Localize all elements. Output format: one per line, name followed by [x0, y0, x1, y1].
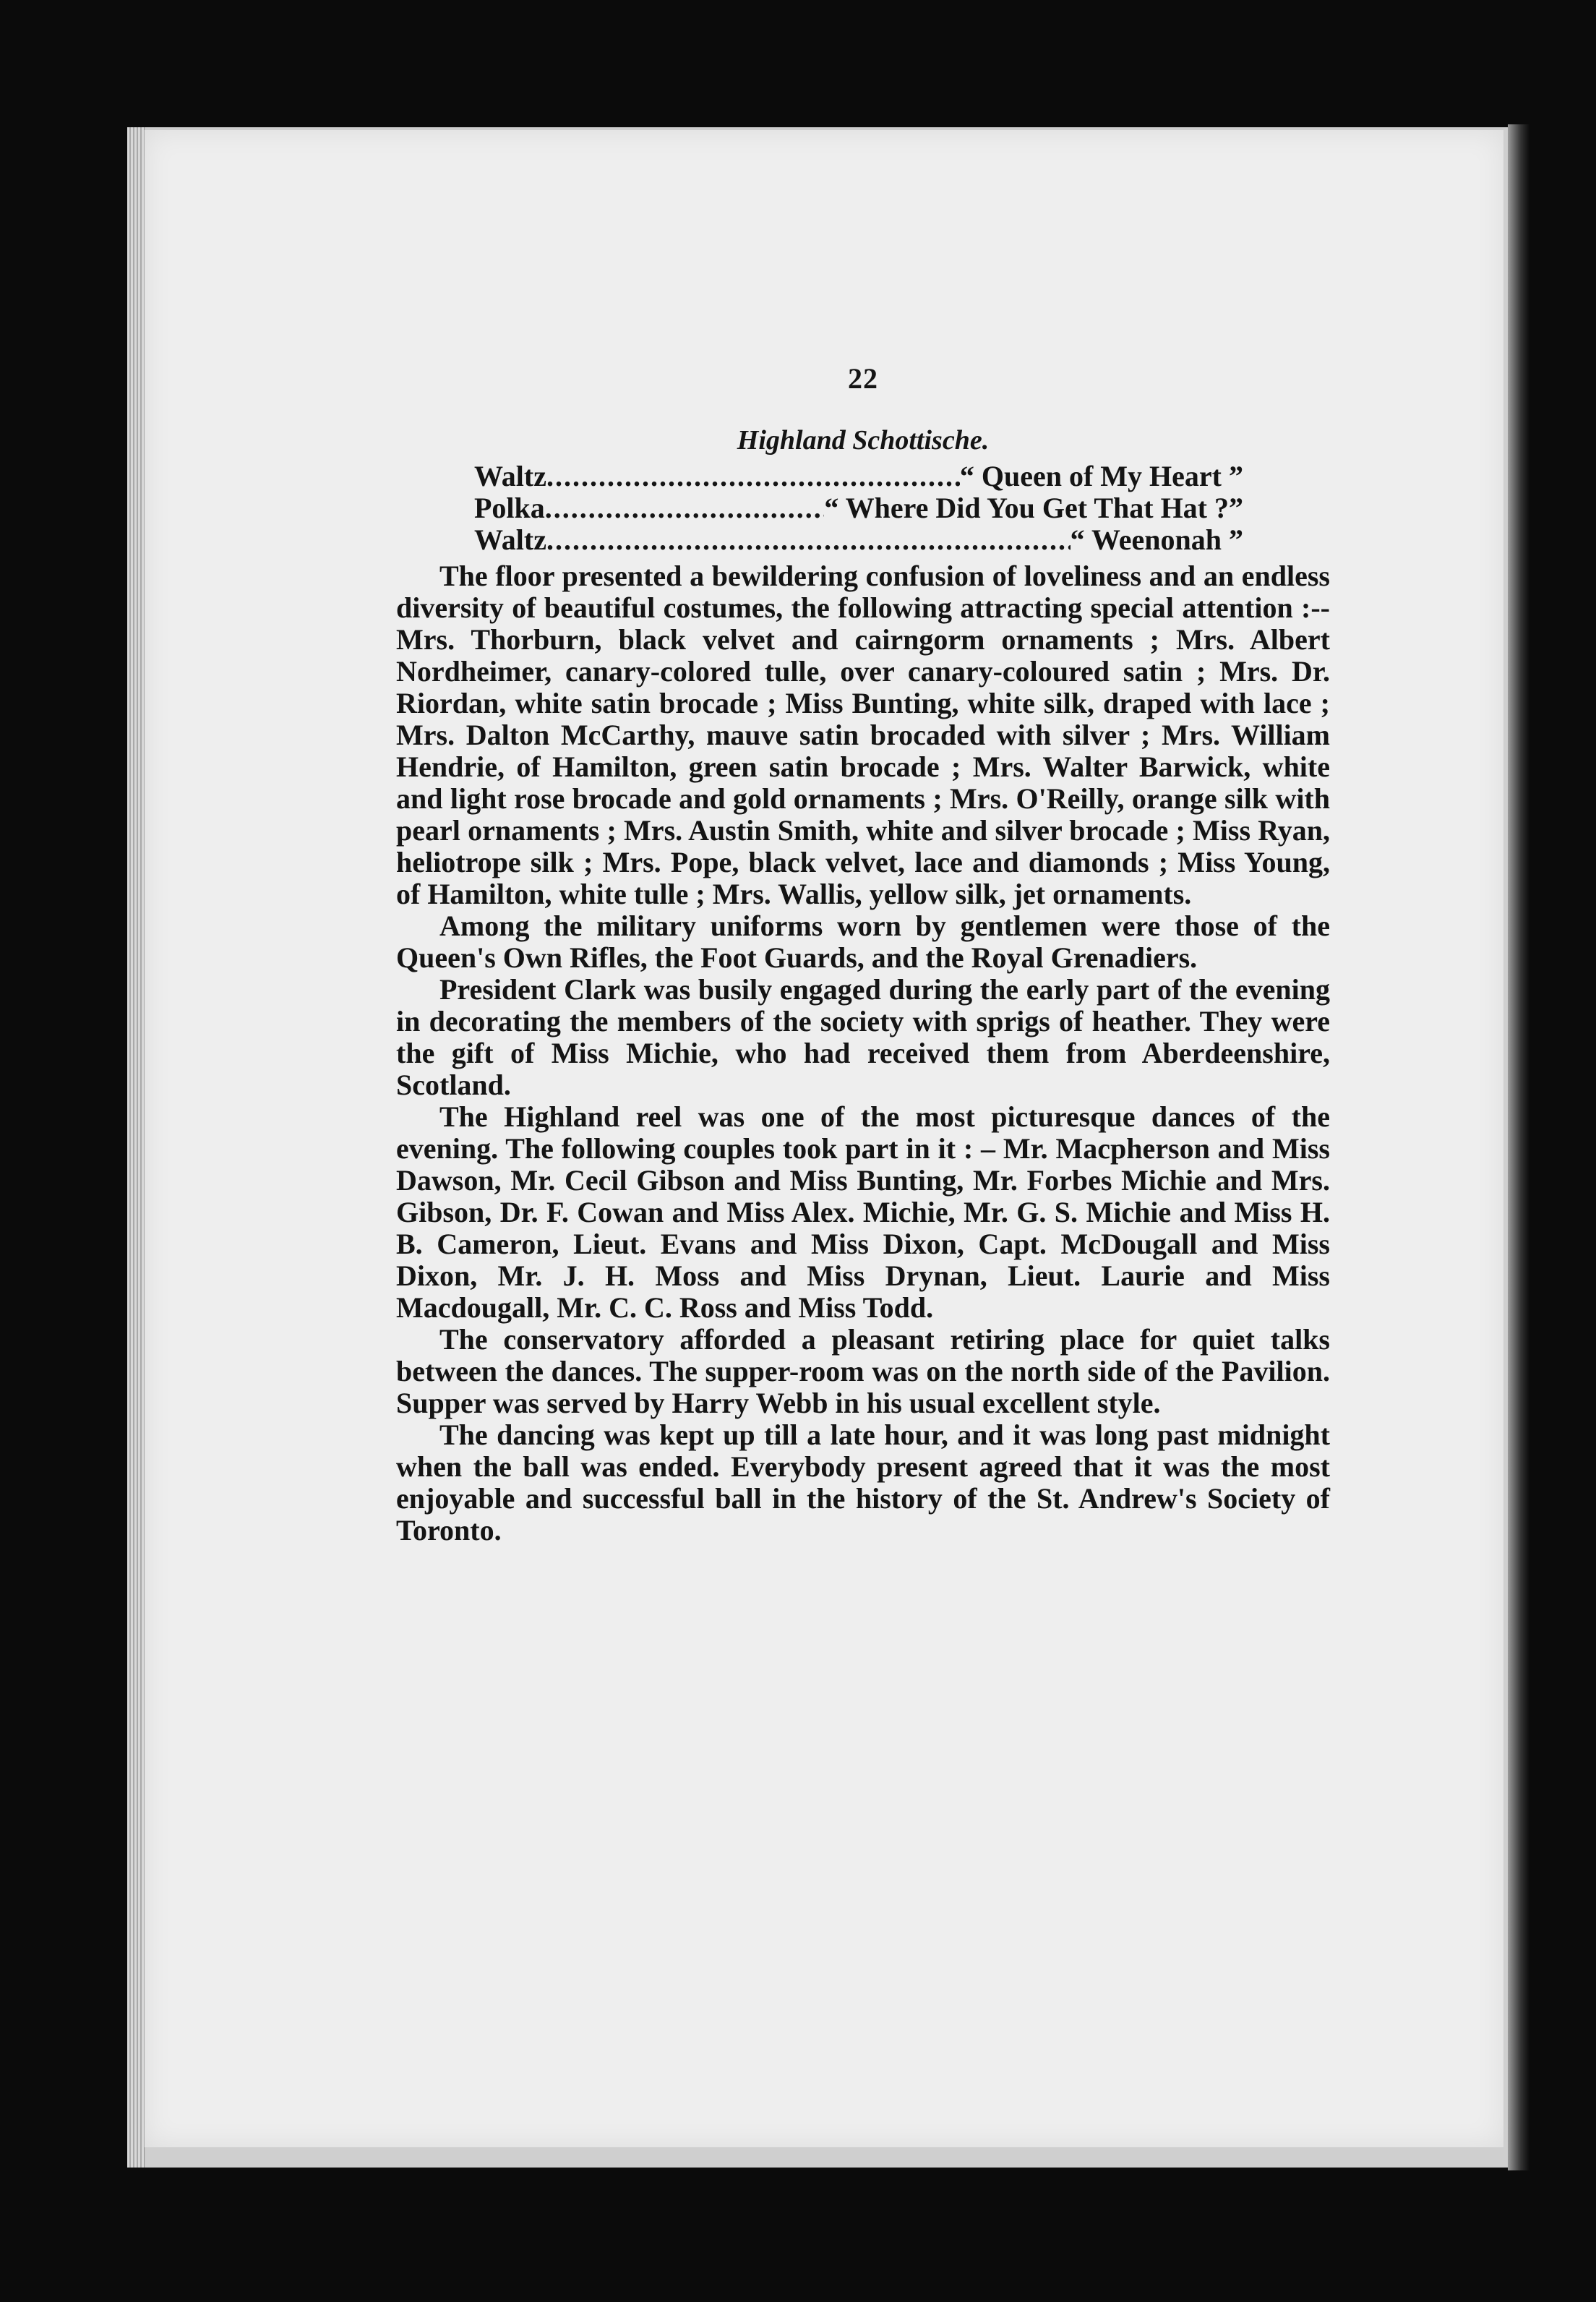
book-spine-edge	[1508, 124, 1530, 2170]
paragraph-heather: President Clark was busily engaged during the early part of the evening in decorating the members of the society with sprigs of heather. They were the gift of Miss Michie, who had received them from Aberdeenshire, Scotland.	[396, 973, 1330, 1101]
page-edges-left	[127, 127, 146, 2168]
program-line	[474, 524, 1243, 556]
dance-title: “ Weenonah ”	[1070, 523, 1243, 556]
dot-leader	[545, 492, 825, 524]
page-number: 22	[848, 362, 878, 395]
dot-leader	[546, 524, 1071, 556]
paragraph-closing: The dancing was kept up till a late hour, and it was long past midnight when the ball was ended. Everybody present agreed that it was the most enjoyable and successful ball in the history of the St. Andrew's Society of Toronto.	[396, 1419, 1330, 1546]
dance-name: Polka	[474, 492, 545, 524]
paragraph-highland-reel: The Highland reel was one of the most picturesque dances of the evening. The following couples took part in it : – Mr. Macpherson and Miss Dawson, Mr. Cecil Gibson and Miss Bunting, Mr. Forbes Michie and Mrs. Gibson, Dr. F. Cowan and Miss Alex. Michie, Mr. G. S. Michie and Miss H. B. Cameron, Lieut. Evans and Miss Dixon, Capt. McDougall and Miss Dixon, Mr. J. H. Moss and Miss Drynan, Lieut. Laurie and Miss Macdougall, Mr. C. C. Ross and Miss Todd.	[396, 1100, 1330, 1324]
dance-name: Waltz	[474, 523, 546, 556]
dance-heading: Highland Schottische.	[737, 425, 990, 455]
page-text	[396, 361, 1330, 1546]
paragraph-uniforms: Among the military uniforms worn by gentlemen were those of the Queen's Own Rifles, the Foot Guards, and the Royal Grenadiers.	[396, 910, 1330, 974]
dance-name: Waltz	[474, 460, 546, 492]
paragraph-costumes: The floor presented a bewildering confusion of loveliness and an endless diversity of beautiful costumes, the following attracting special attention :--Mrs. Thorburn, black velvet and cairngorm ornaments ; Mrs. Albert Nordheimer, canary-colored tulle, over canary-coloured satin ; Mrs. Dr. Riordan, white satin brocade ; Miss Bunting, white silk, draped with lace ; Mrs. Dalton McCarthy, mauve satin brocaded with silver ; Mrs. William Hendrie, of Hamilton, green satin brocade ; Mrs. Walter Barwick, white and light rose brocade and gold ornaments ; Mrs. O'Reilly, orange silk with pearl ornaments ; Mrs. Austin Smith, white and silver brocade ; Miss Ryan, heliotrope silk ; Mrs. Pope, black velvet, lace and diamonds ; Miss Young, of Hamilton, white tulle ; Mrs. Wallis, yellow silk, jet ornaments.	[396, 560, 1330, 910]
paragraph-supper: The conservatory afforded a pleasant retiring place for quiet talks between the dances. The supper-room was on the north side of the Pavilion. Supper was served by Harry Webb in his usual excellent style.	[396, 1323, 1330, 1419]
dot-leader	[546, 461, 960, 492]
program-line	[474, 461, 1243, 492]
dance-title: “ Where Did You Get That Hat ?”	[824, 492, 1243, 524]
program-line	[474, 492, 1243, 524]
dance-title: “ Queen of My Heart ”	[959, 460, 1243, 492]
